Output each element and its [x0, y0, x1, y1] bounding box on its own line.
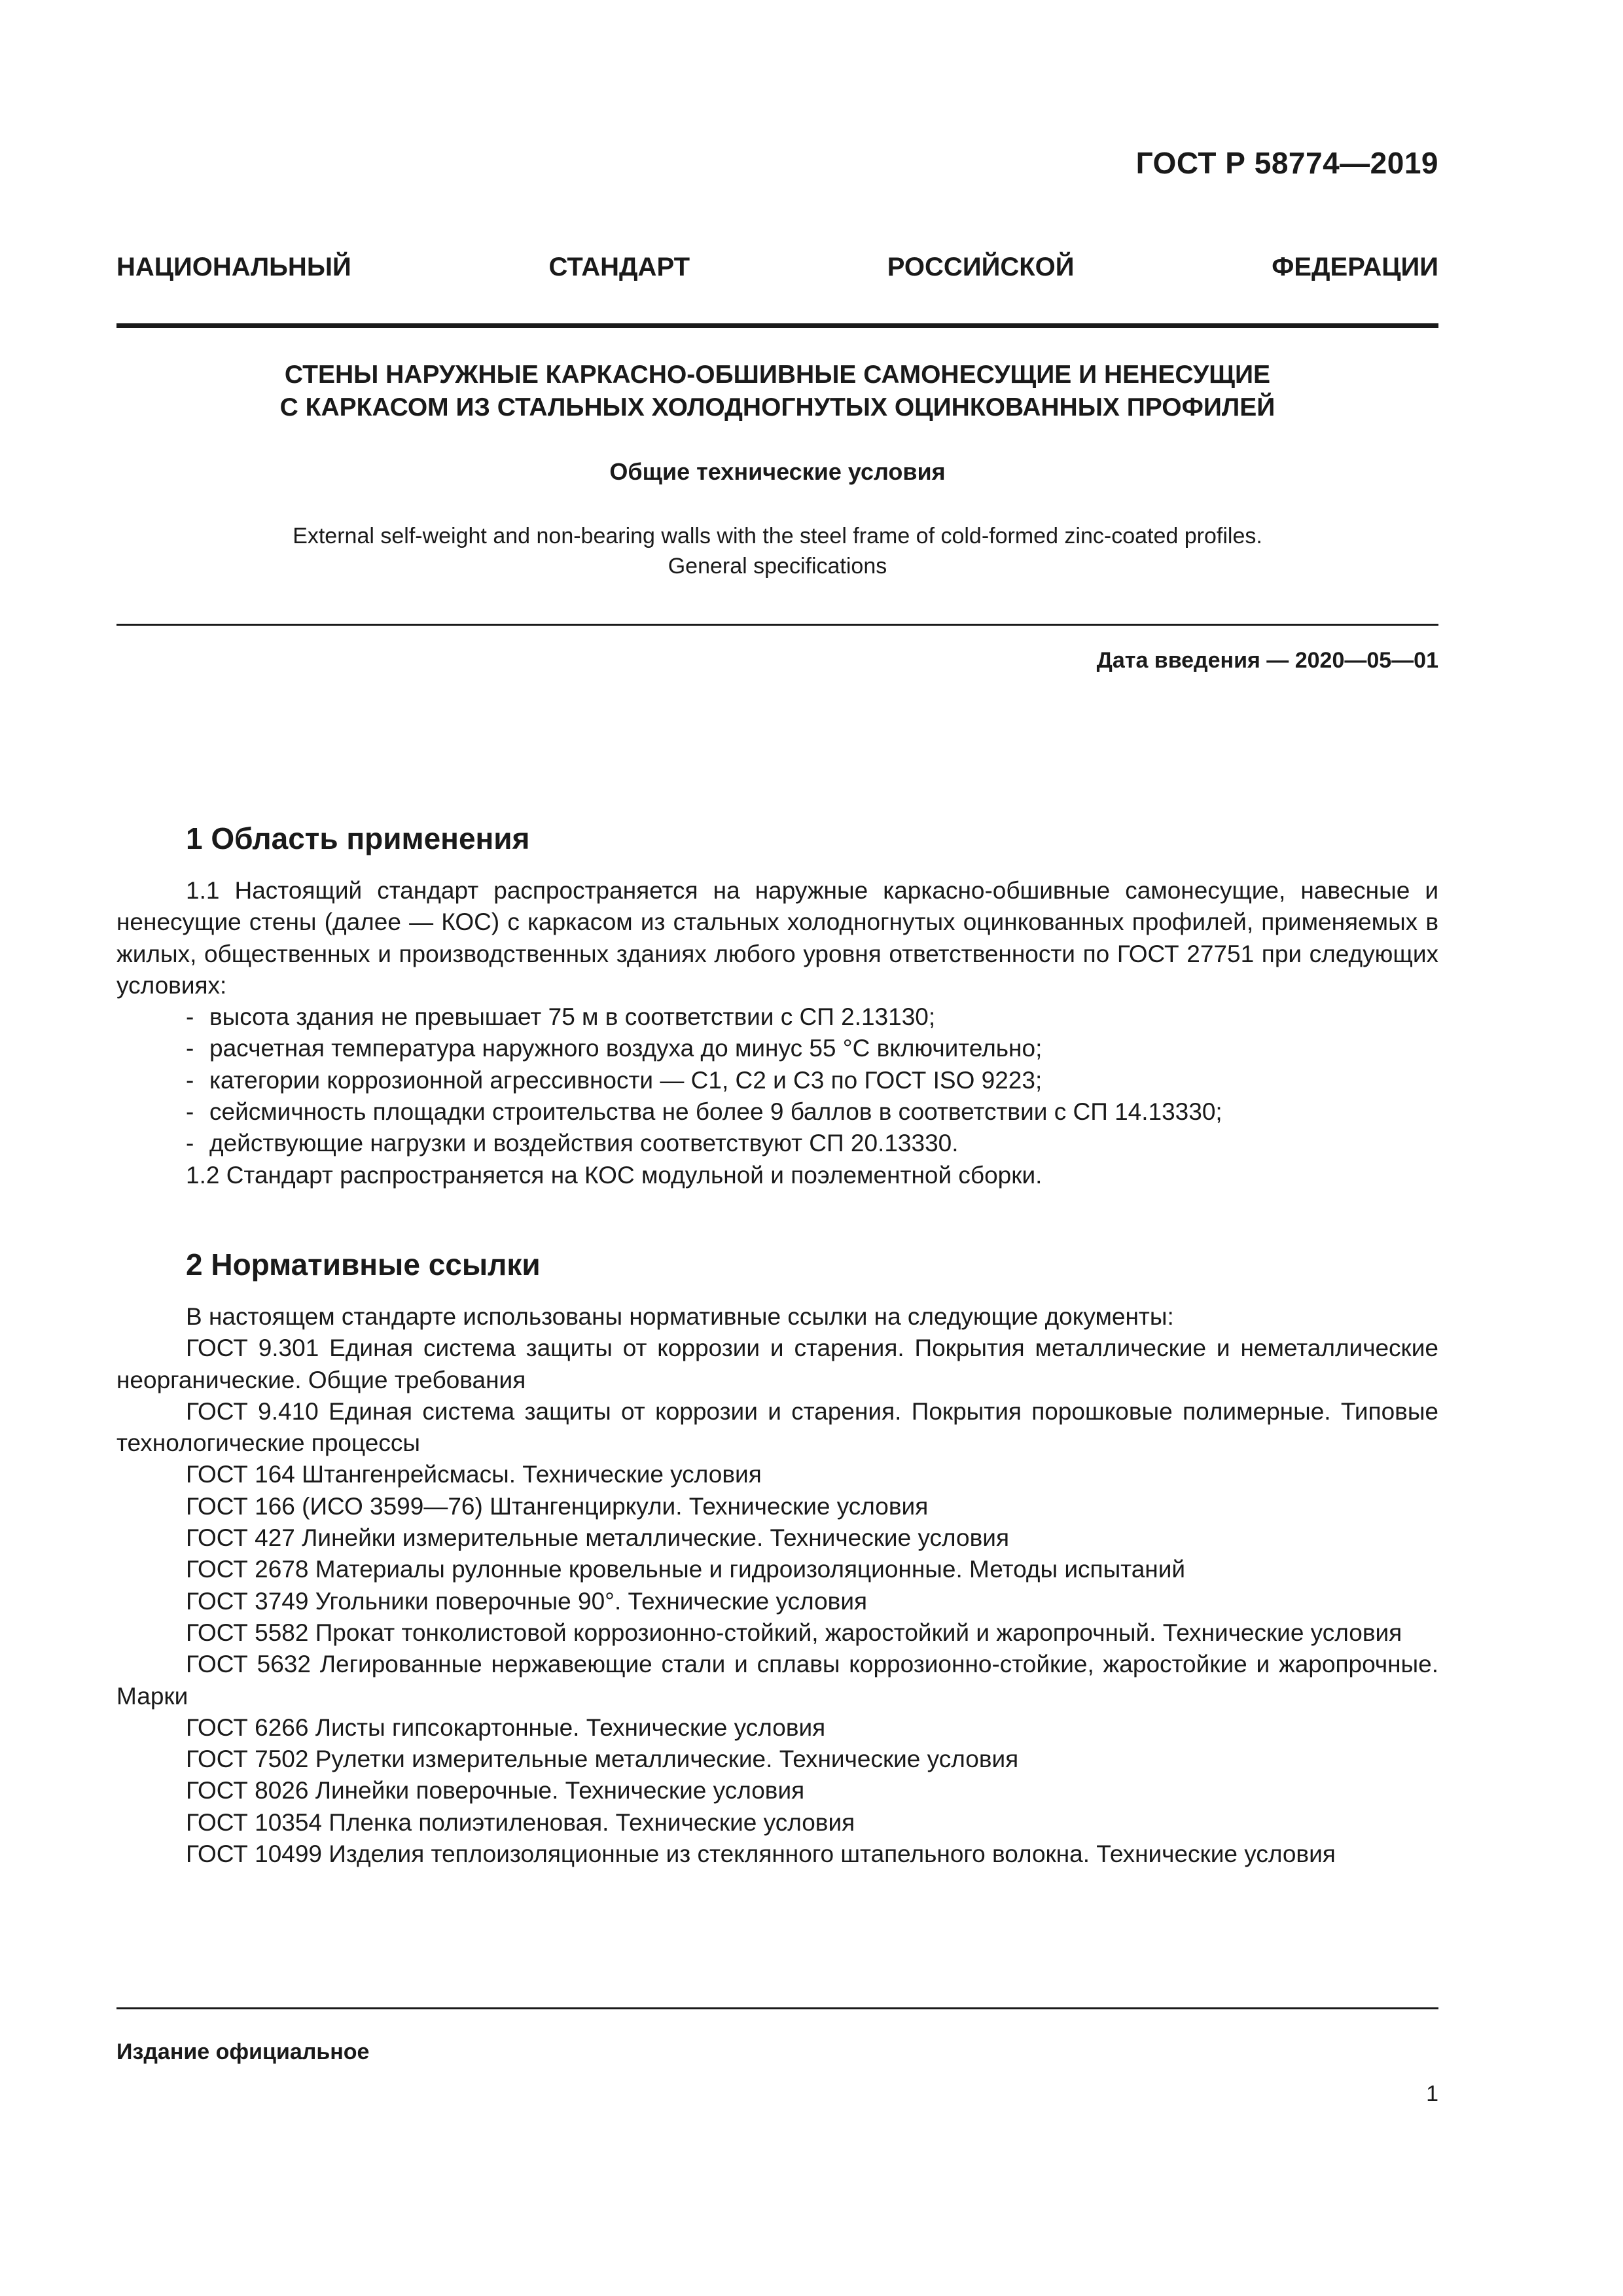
paragraph-1-2: 1.2 Стандарт распространяется на КОС модульной и поэлементной сборки.: [186, 1161, 1043, 1189]
section-1-body: [116, 875, 1438, 1191]
footer-rule: [116, 2007, 1438, 2009]
title-line-1: СТЕНЫ НАРУЖНЫЕ КАРКАСНО-ОБШИВНЫЕ САМОНЕСУЩИЕ И НЕНЕСУЩИЕ: [284, 361, 1271, 389]
list-item: - расчетная температура наружного воздуха до минус 55 °С включительно;: [186, 1035, 1043, 1062]
reference-item: ГОСТ 427 Линейки измерительные металлические. Технические условия: [186, 1524, 1009, 1552]
reference-item: ГОСТ 5632 Легированные нержавеющие стали и сплавы коррозионно-стойкие, жаростойкие и жаропрочные. Марки: [116, 1651, 1438, 1710]
page-number: 1: [1426, 2081, 1438, 2106]
reference-item: ГОСТ 5582 Прокат тонколистовой коррозионно-стойкий, жаростойкий и жаропрочный. Технические условия: [186, 1619, 1402, 1646]
reference-item: ГОСТ 9.301 Единая система защиты от коррозии и старения. Покрытия металлические и неметаллические неорганические. Общие требования: [116, 1335, 1438, 1393]
title-line-2: С КАРКАСОМ ИЗ СТАЛЬНЫХ ХОЛОДНОГНУТЫХ ОЦИНКОВАННЫХ ПРОФИЛЕЙ: [279, 393, 1275, 422]
title-rule: [116, 624, 1438, 626]
reference-item: ГОСТ 2678 Материалы рулонные кровельные и гидроизоляционные. Методы испытаний: [186, 1556, 1186, 1583]
list-item: - сейсмичность площадки строительства не более 9 баллов в соответствии с СП 14.13330;: [186, 1098, 1222, 1126]
reference-item: ГОСТ 166 (ИСО 3599—76) Штангенциркули. Технические условия: [186, 1492, 929, 1520]
paragraph-1-1: 1.1 Настоящий стандарт распространяется на наружные каркасно-обшивные самонесущие, навесные и ненесущие стены (далее — КОС) с каркасом из стальных холодногнутых оцинкованных профилей, применяемых в жилых, общественных и производственных зданиях любого уровня ответственности по ГОСТ 27751 при следующих условиях:: [116, 877, 1438, 999]
reference-item: ГОСТ 164 Штангенрейсмасы. Технические условия: [186, 1461, 762, 1488]
header-rule: [116, 323, 1438, 328]
reference-item: ГОСТ 10499 Изделия теплоизоляционные из стеклянного штапельного волокна. Технические условия: [186, 1840, 1336, 1868]
section-1-heading: 1 Область применения: [186, 821, 530, 855]
document-subtitle: Общие технические условия: [609, 458, 946, 485]
reference-item: ГОСТ 6266 Листы гипсокартонные. Технические условия: [186, 1713, 826, 1741]
reference-item: ГОСТ 8026 Линейки поверочные. Технические условия: [186, 1777, 805, 1804]
reference-item: ГОСТ 9.410 Единая система защиты от коррозии и старения. Покрытия порошковые полимерные. Типовые технологические процессы: [116, 1397, 1438, 1457]
list-item: - категории коррозионной агрессивности — С1, С2 и С3 по ГОСТ ISO 9223;: [186, 1066, 1043, 1094]
reference-item: ГОСТ 7502 Рулетки измерительные металлические. Технические условия: [186, 1746, 1019, 1773]
document-number: ГОСТ Р 58774—2019: [1135, 146, 1438, 180]
section-2-body: [116, 1301, 1438, 1870]
introduction-date: Дата введения — 2020—05—01: [1096, 648, 1438, 673]
national-standard-banner: НАЦИОНАЛЬНЫЙ СТАНДАРТ РОССИЙСКОЙ ФЕДЕРАЦИИ: [116, 253, 1438, 281]
list-item: - действующие нагрузки и воздействия соответствуют СП 20.13330.: [186, 1130, 959, 1157]
section-2-heading: 2 Нормативные ссылки: [186, 1247, 541, 1282]
references-intro: В настоящем стандарте использованы нормативные ссылки на следующие документы:: [186, 1303, 1174, 1330]
list-item: - высота здания не превышает 75 м в соответствии с СП 2.13130;: [186, 1003, 936, 1031]
reference-item: ГОСТ 3749 Угольники поверочные 90°. Технические условия: [186, 1587, 868, 1615]
reference-item: ГОСТ 10354 Пленка полиэтиленовая. Технические условия: [186, 1808, 855, 1836]
edition-label: Издание официальное: [116, 2039, 370, 2064]
english-title-line-2: General specifications: [668, 554, 887, 579]
english-title: [116, 521, 1438, 581]
document-title: [116, 359, 1438, 424]
english-title-line-1: External self-weight and non-bearing walls with the steel frame of cold-formed zinc-coated profiles.: [293, 524, 1262, 548]
